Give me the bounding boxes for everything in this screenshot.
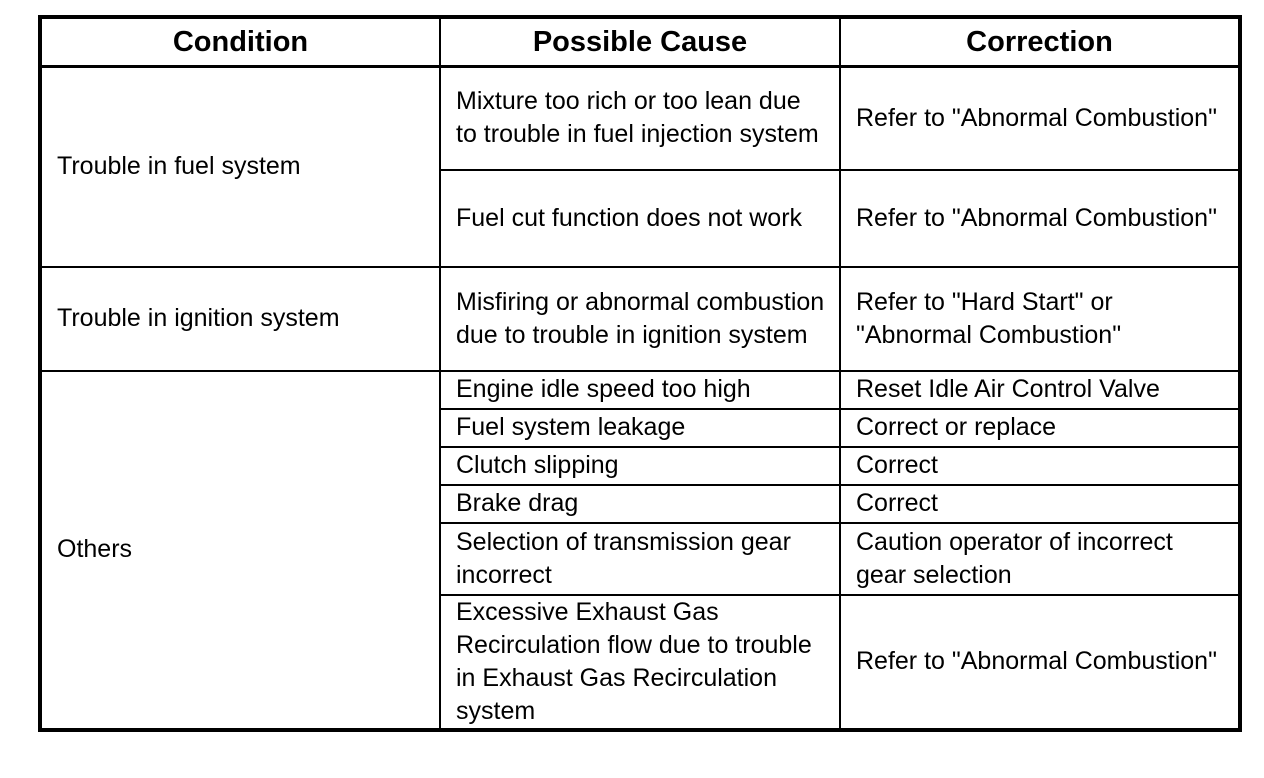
cause-cell: Engine idle speed too high — [440, 371, 840, 409]
correction-cell: Refer to "Hard Start" or "Abnormal Combustion" — [840, 267, 1240, 371]
correction-cell: Refer to "Abnormal Combustion" — [840, 67, 1240, 170]
correction-cell: Caution operator of incorrect gear selection — [840, 523, 1240, 595]
cause-cell: Excessive Exhaust Gas Recirculation flow due to trouble in Exhaust Gas Recirculation system — [440, 595, 840, 730]
cause-cell: Mixture too rich or too lean due to trouble in fuel injection system — [440, 67, 840, 170]
cause-cell: Fuel cut function does not work — [440, 170, 840, 267]
possible-cause-header: Possible Cause — [440, 17, 840, 67]
cause-cell: Misfiring or abnormal combustion due to trouble in ignition system — [440, 267, 840, 371]
condition-cell: Trouble in fuel system — [40, 67, 440, 267]
table-row — [40, 67, 1240, 170]
table-body — [40, 67, 1240, 730]
table-row — [40, 371, 1240, 409]
condition-cell: Trouble in ignition system — [40, 267, 440, 371]
troubleshooting-table — [38, 15, 1242, 732]
cause-cell: Fuel system leakage — [440, 409, 840, 447]
cause-cell: Brake drag — [440, 485, 840, 523]
table-row — [40, 267, 1240, 371]
correction-cell: Correct — [840, 485, 1240, 523]
correction-cell: Refer to "Abnormal Combustion" — [840, 595, 1240, 730]
table-header — [40, 17, 1240, 67]
correction-cell: Refer to "Abnormal Combustion" — [840, 170, 1240, 267]
condition-cell: Others — [40, 371, 440, 730]
cause-cell: Selection of transmission gear incorrect — [440, 523, 840, 595]
correction-cell: Correct or replace — [840, 409, 1240, 447]
correction-cell: Correct — [840, 447, 1240, 485]
cause-cell: Clutch slipping — [440, 447, 840, 485]
correction-header: Correction — [840, 17, 1240, 67]
condition-header: Condition — [40, 17, 440, 67]
header-row — [40, 17, 1240, 67]
correction-cell: Reset Idle Air Control Valve — [840, 371, 1240, 409]
